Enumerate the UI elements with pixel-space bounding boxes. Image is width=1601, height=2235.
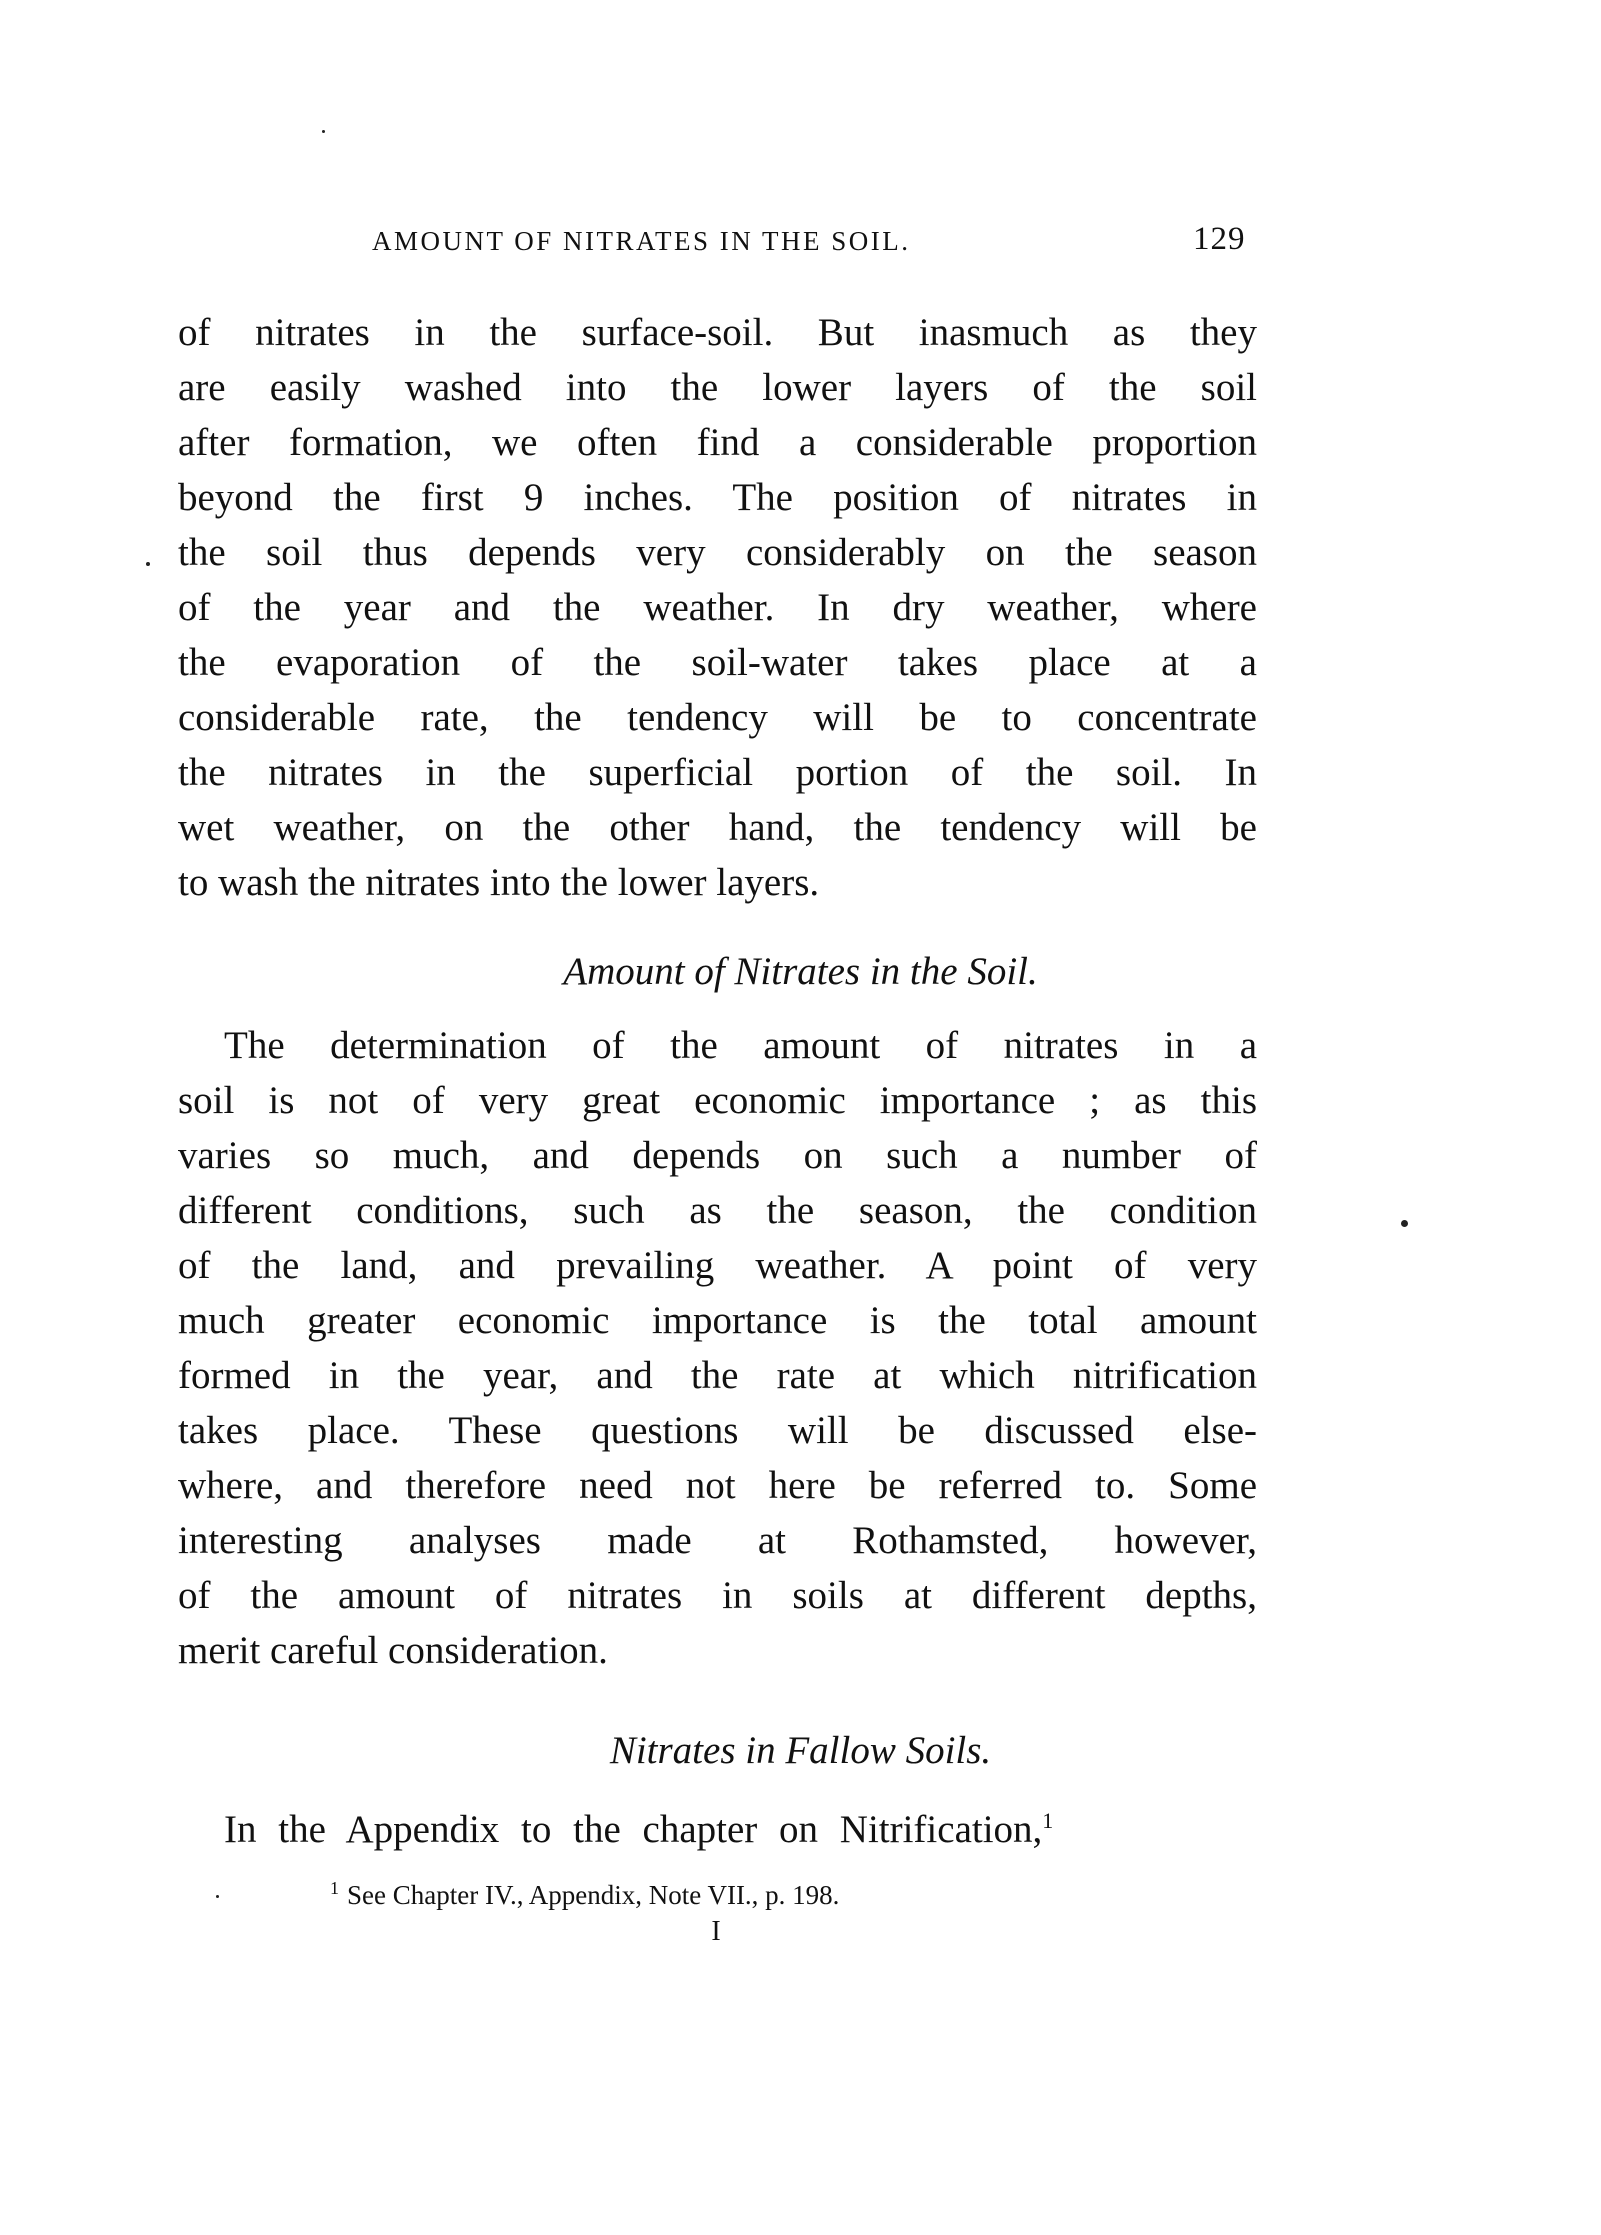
text-line: to wash the nitrates into the lower layers. <box>178 861 820 904</box>
scan-speck <box>322 130 325 133</box>
text-line: formed in the year, and the rate at which nitrification <box>178 1354 1257 1397</box>
text-line: varies so much, and depends on such a number of <box>178 1134 1257 1177</box>
footnote-text: See Chapter IV., Appendix, Note VII., p. 198. <box>347 1880 840 1910</box>
page-number: 129 <box>1193 221 1246 257</box>
text-line: The determination of the amount of nitrates in a <box>224 1024 1257 1067</box>
text-line: of the year and the weather. In dry weather, where <box>178 586 1257 629</box>
text-line: different conditions, such as the season, the condition <box>178 1189 1257 1232</box>
text-line: considerable rate, the tendency will be to concentrate <box>178 696 1257 739</box>
footnote <box>330 1870 839 1913</box>
text-line: wet weather, on the other hand, the tendency will be <box>178 806 1257 849</box>
scan-speck <box>1401 1220 1408 1227</box>
text-line: of the land, and prevailing weather. A point of very <box>178 1244 1257 1287</box>
scan-speck <box>146 562 150 566</box>
text-line: of nitrates in the surface-soil. But inasmuch as they <box>178 311 1257 354</box>
scan-speck <box>216 1895 219 1898</box>
text-line: where, and therefore need not here be referred to. Some <box>178 1464 1257 1507</box>
footnote-marker: 1 <box>330 1878 339 1898</box>
text-line: takes place. These questions will be discussed else- <box>178 1409 1257 1452</box>
signature-mark: I <box>711 1916 721 1947</box>
footnote-reference: 1 <box>1042 1808 1054 1833</box>
text-line: beyond the first 9 inches. The position of nitrates in <box>178 476 1257 519</box>
text-line: merit careful consideration. <box>178 1629 608 1672</box>
text-line: soil is not of very great economic importance ; as this <box>178 1079 1257 1122</box>
section-heading: Nitrates in Fallow Soils. <box>609 1729 992 1772</box>
text-line: are easily washed into the lower layers of the soil <box>178 366 1257 409</box>
text-line: of the amount of nitrates in soils at different depths, <box>178 1574 1257 1617</box>
text-line: the soil thus depends very considerably on the season <box>178 531 1257 574</box>
text-line: the evaporation of the soil-water takes place at a <box>178 641 1257 684</box>
text-line <box>224 1793 1244 1851</box>
text-line-content: In the Appendix to the chapter on Nitrification, <box>224 1808 1043 1851</box>
text-line: after formation, we often find a considerable proportion <box>178 421 1257 464</box>
text-line: much greater economic importance is the total amount <box>178 1299 1257 1342</box>
section-heading: Amount of Nitrates in the Soil. <box>563 950 1038 993</box>
text-line: the nitrates in the superficial portion of the soil. In <box>178 751 1257 794</box>
running-head: AMOUNT OF NITRATES IN THE SOIL. <box>372 226 911 256</box>
text-line: interesting analyses made at Rothamsted, however, <box>178 1519 1257 1562</box>
